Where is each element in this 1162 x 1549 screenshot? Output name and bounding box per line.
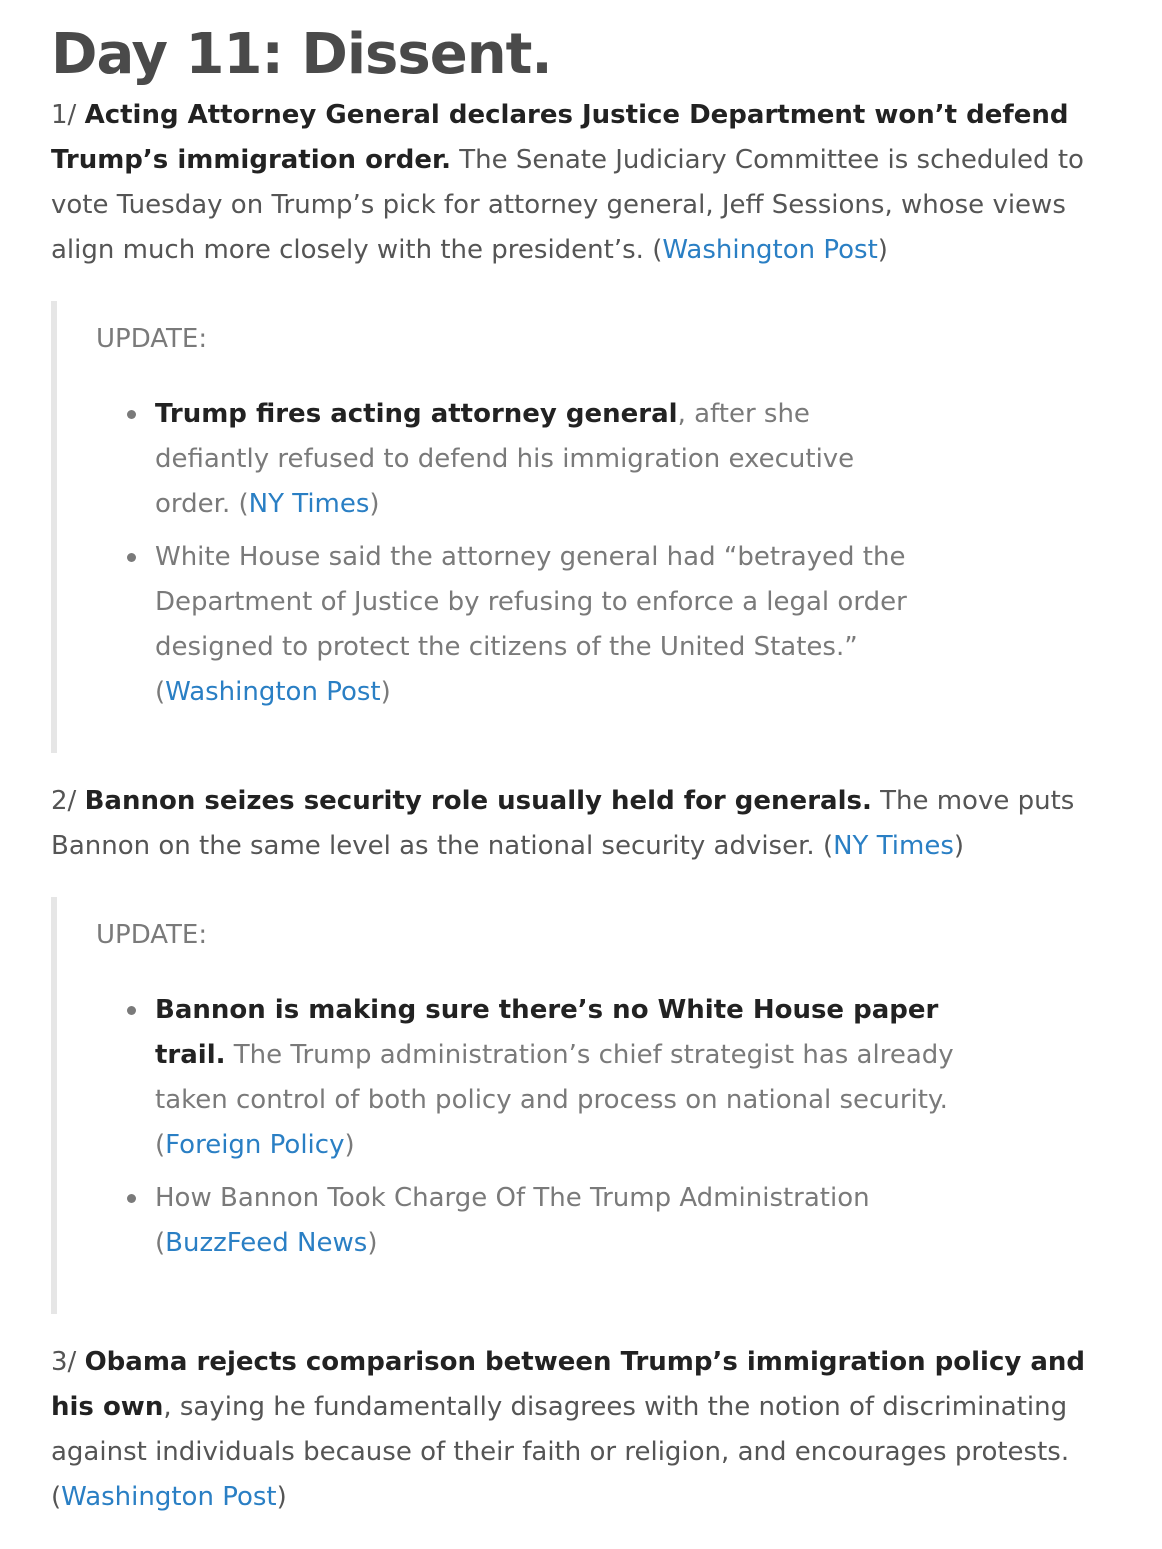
update-bullet: White House said the attorney general had “betrayed the Department of Justice by refusing to enforce a legal order designed to protect the citizens of the United States.” (Washington Post) bbox=[155, 535, 935, 715]
update-bullet: Bannon is making sure there’s no White House paper trail. The Trump administration’s chief strategist has already taken control of both policy and process on national security. (Foreign Policy) bbox=[155, 988, 955, 1168]
update-headline: Trump fires acting attorney general bbox=[155, 399, 678, 429]
source-link-washington-post[interactable]: Washington Post bbox=[61, 1482, 277, 1512]
item-headline: Acting Attorney General declares Justice Department won’t defend Trump’s immigration order. bbox=[51, 100, 1069, 175]
item-headline: Obama rejects comparison between Trump’s immigration policy and his own bbox=[51, 1347, 1086, 1422]
item-number: 2/ bbox=[51, 786, 77, 816]
update-blockquote-1 bbox=[51, 301, 1111, 753]
item-number: 1/ bbox=[51, 100, 77, 130]
update-headline: Bannon is making sure there’s no White House paper trail. bbox=[155, 995, 939, 1070]
source-link-buzzfeed-news[interactable]: BuzzFeed News bbox=[165, 1228, 368, 1258]
update-blockquote-2 bbox=[51, 897, 1111, 1314]
page-title: Day 11: Dissent. bbox=[51, 22, 552, 87]
update-list bbox=[96, 392, 955, 715]
item-body: , saying he fundamentally disagrees with the notion of discriminating against individuals because of their faith or religion, and encourages protests. bbox=[51, 1392, 1070, 1467]
source-link-foreign-policy[interactable]: Foreign Policy bbox=[165, 1130, 345, 1160]
update-bullet: Trump fires acting attorney general, after she defiantly refused to defend his immigration executive order. (NY Times) bbox=[155, 392, 915, 527]
update-label: UPDATE: bbox=[96, 324, 208, 354]
item-headline: Bannon seizes security role usually held for generals. bbox=[84, 786, 872, 816]
update-label: UPDATE: bbox=[96, 920, 208, 950]
source-link-ny-times[interactable]: NY Times bbox=[248, 489, 370, 519]
item-body: The Senate Judiciary Committee is scheduled to vote Tuesday on Trump’s pick for attorney general, Jeff Sessions, whose views align much more closely with the president’s. bbox=[51, 145, 1084, 265]
news-item-2: 2/ Bannon seizes security role usually held for generals. The move puts Bannon on the same level as the national security adviser. (NY Times) bbox=[51, 786, 1075, 861]
update-list bbox=[96, 988, 955, 1266]
news-item-1: 1/ Acting Attorney General declares Justice Department won’t defend Trump’s immigration order. The Senate Judiciary Committee is scheduled to vote Tuesday on Trump’s pick for attorney general, Jeff Sessions, whose views align much more closely with the president’s. (Washington Post) bbox=[51, 100, 1084, 265]
item-body: The move puts Bannon on the same level as the national security adviser. bbox=[51, 786, 1075, 861]
source-link-washington-post[interactable]: Washington Post bbox=[662, 235, 878, 265]
update-bullet: How Bannon Took Charge Of The Trump Administration (BuzzFeed News) bbox=[155, 1176, 915, 1266]
source-link-ny-times[interactable]: NY Times bbox=[833, 831, 954, 861]
item-number: 3/ bbox=[51, 1347, 77, 1377]
source-link-washington-post[interactable]: Washington Post bbox=[165, 677, 381, 707]
news-item-3: 3/ Obama rejects comparison between Trump’s immigration policy and his own, saying he fundamentally disagrees with the notion of discriminating against individuals because of their faith or religion, and encourages protests. (Washington Post) bbox=[51, 1347, 1086, 1512]
